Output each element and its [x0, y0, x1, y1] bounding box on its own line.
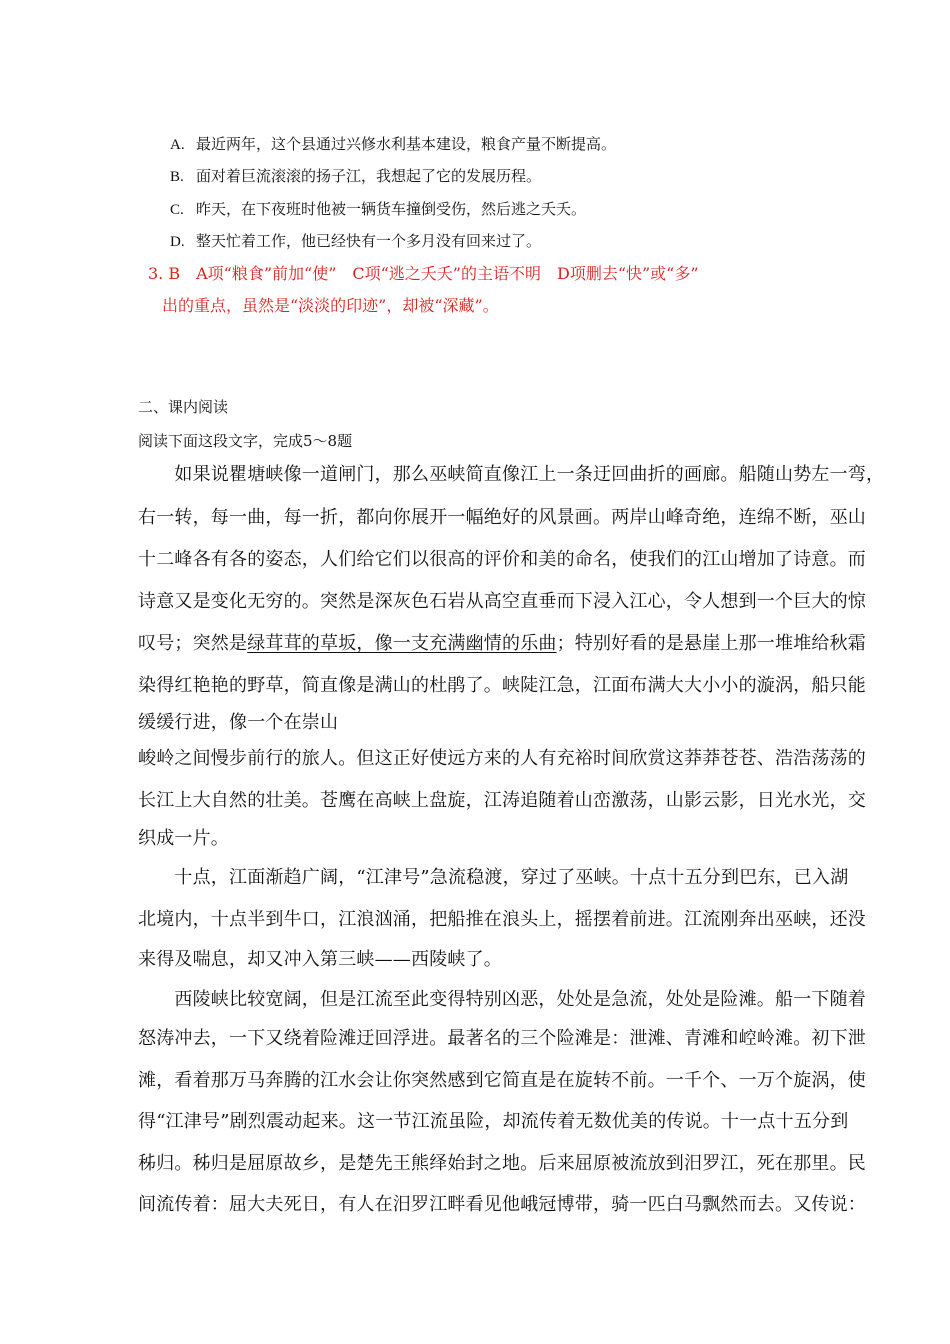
section-title: 二、课内阅读: [138, 398, 229, 416]
option-text: 整天忙着工作，他已经快有一个多月没有回来过了。: [196, 232, 542, 250]
passage-line: 间流传着：屈大夫死日，有人在汨罗江畔看见他峨冠博带，骑一匹白马飘然而去。又传说：: [138, 1194, 866, 1215]
passage-line: 来得及喘息，却又冲入第三峡——西陵峡了。: [138, 949, 502, 970]
option-label: D.: [170, 234, 185, 250]
passage-text: 叹号；突然是: [138, 633, 248, 654]
option-a: [170, 134, 616, 155]
option-label: B.: [170, 169, 184, 185]
option-c: [170, 199, 586, 220]
passage-line: 织成一片。: [138, 828, 229, 849]
passage-line: 十点，江面渐趋广阔，“江津号”急流稳渡，穿过了巫峡。十点十五分到巴东，已入湖: [138, 867, 849, 888]
passage-line: 峻岭之间慢步前行的旅人。但这正好使远方来的人有充裕时间欣赏这莽莽苍苍、浩浩荡荡的: [138, 748, 866, 769]
option-label: C.: [170, 202, 184, 218]
reading-instruction: 阅读下面这段文字，完成5～8题: [138, 432, 353, 450]
passage-line: 染得红艳艳的野草，简直像是满山的杜鹃了。峡陡江急，江面布满大大小小的漩涡，船只能: [138, 675, 866, 696]
passage-line: 西陵峡比较宽阔，但是江流至此变得特别凶恶，处处是急流，处处是险滩。船一下随着: [138, 989, 866, 1010]
passage-line: 长江上大自然的壮美。苍鹰在高峡上盘旋，江涛追随着山峦激荡，山影云影，日光水光，交: [138, 790, 866, 811]
passage-line: [138, 632, 866, 656]
passage-line: 诗意又是变化无穷的。突然是深灰色石岩从高空直垂而下浸入江心，令人想到一个巨大的惊: [138, 591, 866, 612]
passage-line: 十二峰各有各的姿态，人们给它们以很高的评价和美的命名，使我们的江山增加了诗意。而: [138, 549, 866, 570]
passage-line: 右一转，每一曲，每一折，都向你展开一幅绝好的风景画。两岸山峰奇绝，连绵不断，巫山: [138, 507, 866, 528]
passage-line: 怒涛冲去，一下又绕着险滩迂回浮进。最著名的三个险滩是：泄滩、青滩和崆岭滩。初下泄: [138, 1028, 866, 1049]
answer-line-1: 3. B A项“粮食”前加“使” C项“逃之夭夭”的主语不明 D项删去“快”或“多”: [148, 264, 699, 283]
passage-line: 秭归。秭归是屈原故乡，是楚先王熊绎始封之地。后来屈原被流放到汨罗江，死在那里。民: [138, 1153, 866, 1174]
passage-line: 滩，看着那万马奔腾的江水会让你突然感到它简直是在旋转不前。一千个、一万个旋涡，使: [138, 1070, 866, 1091]
passage-line: 缓缓行进，像一个在崇山: [138, 712, 339, 733]
passage-line: 北境内，十点半到牛口，江浪汹涌，把船推在浪头上，摇摆着前进。江流刚奔出巫峡，还没: [138, 909, 866, 930]
option-label: A.: [170, 137, 185, 153]
option-text: 昨天，在下夜班时他被一辆货车撞倒受伤，然后逃之夭夭。: [196, 200, 587, 218]
answer-line-2: 出的重点，虽然是“淡淡的印迹”，却被“深藏”。: [162, 296, 499, 315]
option-d: [170, 231, 541, 252]
option-text: 面对着巨流滚滚的扬子江，我想起了它的发展历程。: [196, 167, 542, 185]
passage-line: 如果说瞿塘峡像一道闸门，那么巫峡简直像江上一条迂回曲折的画廊。船随山势左一弯，: [138, 464, 885, 485]
passage-text: ；特别好看的是悬崖上那一堆堆给秋霜: [556, 633, 867, 654]
passage-line: 得“江津号”剧烈震动起来。这一节江流虽险，却流传着无数优美的传说。十一点十五分到: [138, 1111, 849, 1132]
option-b: [170, 166, 541, 187]
underlined-phrase: 绿茸茸的草坂，像一支充满幽情的乐曲: [247, 633, 557, 654]
option-text: 最近两年，这个县通过兴修水利基本建设，粮食产量不断提高。: [196, 135, 617, 153]
